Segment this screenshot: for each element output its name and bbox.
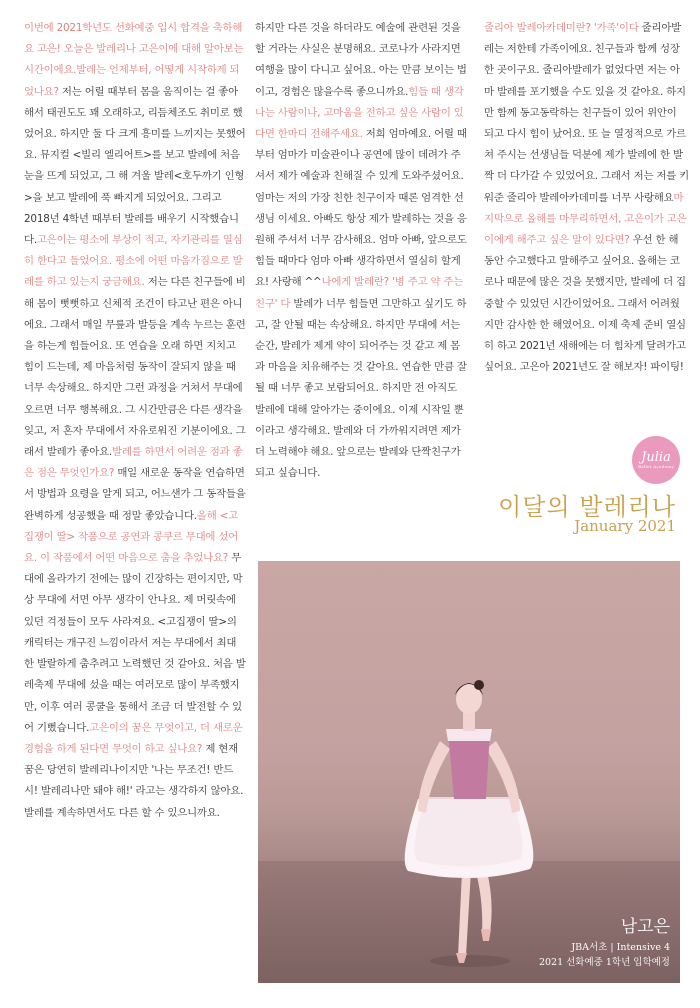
interview-question: 발레는 언제부터, 어떻게 시작하게 되었나요? xyxy=(24,64,240,98)
interview-question: 줄리아 발레아카데미란? '가족'이다 xyxy=(484,22,639,34)
interview-question: 고은이의 꿈은 무엇이고, 더 새로운 경험을 하게 된다면 무엇이 하고 싶나요? xyxy=(24,721,243,755)
ballerina-illustration xyxy=(258,561,680,983)
interview-question: 이번에 2021학년도 선화예중 입시 합격을 축하해요 고은! 오늘은 발레리나 고은이에 대해 알아보는 시간이에요. xyxy=(24,22,244,77)
interview-answer: 제 현재 꿈은 당연히 발레리나이지만 '나는 무조건! 반드시! 발레리나만 돼야 해!' 라고는 생각하지 않아요. 발레를 계속하면서도 다른 할 수 있으니까요. xyxy=(24,742,244,819)
interview-answer: 줄리아발레는 저한테 가족이에요. 친구들과 함께 성장한 곳이구요. 줄리아발레가 없었다면 저는 아마 발레를 포기했을 수도 있을 것 같아요. 하지만 함께 동고동락하는 친구들이 있어 위안이 되고 다시 힘이 났어요. 또 늘 열정적으로 가르쳐 주시는 선생님들 덕분에 제가 발레에 한 발짝 더 다가갈 수 있었어요. 그래서 저는 저를 키워준 줄리아 발레아카데미를 너무 사랑해요 xyxy=(484,22,689,204)
interview-answer: 무대에 올라가기 전에는 많이 긴장하는 편이지만, 막상 무대에 서면 아무 생각이 안나요. 제 머릿속에 있던 걱정들이 모두 사라져요. <고집쟁이 딸>의 캐릭터는 개구진 느낌이라서 저는 무대에서 최대한 발랄하게 춤추려고 노력했던 것 같아요. 처음 발레축제 무대에 섰을 때는 여러모로 많이 부족했지만, 이후 여러 콩쿨을 통해서 조금 더 발전할 수 있어 기뻤습니다. xyxy=(24,552,246,734)
article-paragraph xyxy=(484,18,689,378)
interview-answer: 저희 엄마예요. 어릴 때부터 엄마가 미술관이나 공연에 많이 데려가 주셔서 제가 예술과 친해질 수 있게 도와주셨어요. 엄마는 저의 가장 친한 친구이자 때론 엄격한 선생님 이세요. 아빠도 항상 제가 발레하는 것을 응원해 주셔서 너무 감사해요. 엄마 아빠, 앞으로도 힘들 때마다 엄마 아빠 생각하면서 열심히 할게요! 사랑해 ^^ xyxy=(255,128,467,289)
interview-question: 고은이는 평소에 부상이 적고, 자기관리를 열심히 한다고 들었어요. 평소에 어떤 마음가짐으로 발레를 하고 있는지 궁금해요. xyxy=(24,234,243,289)
article-column-3 xyxy=(484,18,689,378)
article-paragraph xyxy=(24,18,246,824)
page-heading: 이달의 발레리나 xyxy=(498,493,676,521)
interview-answer: 우선 한 해 동안 수고했다고 말해주고 싶어요. 올해는 코로나 때문에 많은 것을 못했지만, 발레에 더 집중할 수 있었던 시간이었어요. 그래서 어려웠지만 감사한 한 해였어요. 이제 축제 준비 열심히 하고 2021년 새해에는 더 힘차게 달려가고 싶어요. 고은아 2021년도 잘 해보자! 파이팅! xyxy=(484,234,686,374)
interview-answer: 하지만 다른 것을 하더라도 예술에 관련된 것을 할 거라는 사실은 분명해요. 코로나가 사라지면 여행을 많이 다니고 싶어요. 아는 만큼 보이는 법이고, 경험은 많을수록 좋으니까요. xyxy=(255,22,467,98)
logo-wordmark: Julia xyxy=(641,450,671,465)
interview-question: 힘들 때 생각나는 사람이나, 고마움을 전하고 싶은 사람이 있다면 한마디 전해주세요. xyxy=(255,85,464,141)
logo-subtext: Ballet Academy xyxy=(638,464,674,469)
interview-question: 나에게 발레란? '병 주고 약 주는 친구' 다 xyxy=(255,276,464,310)
interview-question: 발레를 하면서 어려운 점과 좋은 점은 무엇인가요? xyxy=(24,446,243,480)
article-paragraph xyxy=(255,18,467,484)
caption-name: 남고은 xyxy=(620,917,670,937)
page-subheading: January 2021 xyxy=(574,517,676,535)
article-column-1 xyxy=(24,18,246,824)
interview-question: 올해 <고집쟁이 딸> 작품으로 공연과 콩쿠르 무대에 섰어요. 이 작품에서 어떤 마음으로 춤을 추었나요? xyxy=(24,509,239,565)
interview-question: 마지막으로 올해를 마무리하면서, 고은이가 고은이에게 해주고 싶은 말이 있다면? xyxy=(484,191,687,247)
interview-answer: 저는 어릴 때부터 몸을 움직이는 걸 좋아해서 태권도도 꽤 오래하고, 리듬체조도 취미로 했었어요. 하지만 둘 다 크게 흥미를 느끼지는 못했어요. 뮤지컬 <빌리 엘리어트>를 보고 발레에 처음 눈을 뜨게 되었고, 그 해 겨울 발레<호두까기 인형>을 보고 발레에 푹 빠지게 되었어요. 그리고 2018년 4학년 때부터 발레를 배우기 시작했습니다. xyxy=(24,85,246,247)
article-column-2 xyxy=(255,18,467,484)
caption-line-1: JBA서초 | Intensive 4 xyxy=(571,942,670,953)
interview-answer: 발레가 너무 힘들면 그만하고 싶기도 하고, 잘 안될 때는 속상해요. 하지만 무대에 서는 순간, 발레가 제게 약이 되어주는 것 같고 제 몸과 마음을 치유해주는 것 같아요. 연습한 만큼 잘 될 때 너무 좋고 보람되어요. 하지만 전 아직도 발레에 대해 알아가는 중이에요. 이제 시작일 뿐이라고 생각해요. 발레와 더 가까워지려면 제가 더 노력해야 해요. 앞으로는 발레와 단짝친구가 되고 싶습니다. xyxy=(255,297,467,480)
ballerina-photo xyxy=(258,561,680,983)
caption-line-2: 2021 선화예중 1학년 입학예정 xyxy=(538,957,670,968)
interview-answer: 매일 새로운 동작을 연습하면서 방법과 요령을 알게 되고, 어느샌가 그 동작들을 완벽하게 성공했을 때 정말 좋았습니다. xyxy=(24,467,246,522)
julia-ballet-logo xyxy=(632,436,680,484)
interview-answer: 저는 다른 친구들에 비해 몸이 뻣뻣하고 신체적 조건이 타고난 편은 아니에요. 그래서 매일 무릎과 발등을 계속 누르는 훈련을 하는게 힘들어요. 또 연습을 오래 하면 지치고 힘이 드는데, 제 마음처럼 동작이 잘되지 않을 때 너무 속상해요. 하지만 그런 과정을 거쳐서 무대에 오르면 너무 행복해요. 그 시간만큼은 다른 생각을 잊고, 저 혼자 무대에서 자유로워진 기분이에요. 그래서 발레가 좋아요. xyxy=(24,276,246,459)
